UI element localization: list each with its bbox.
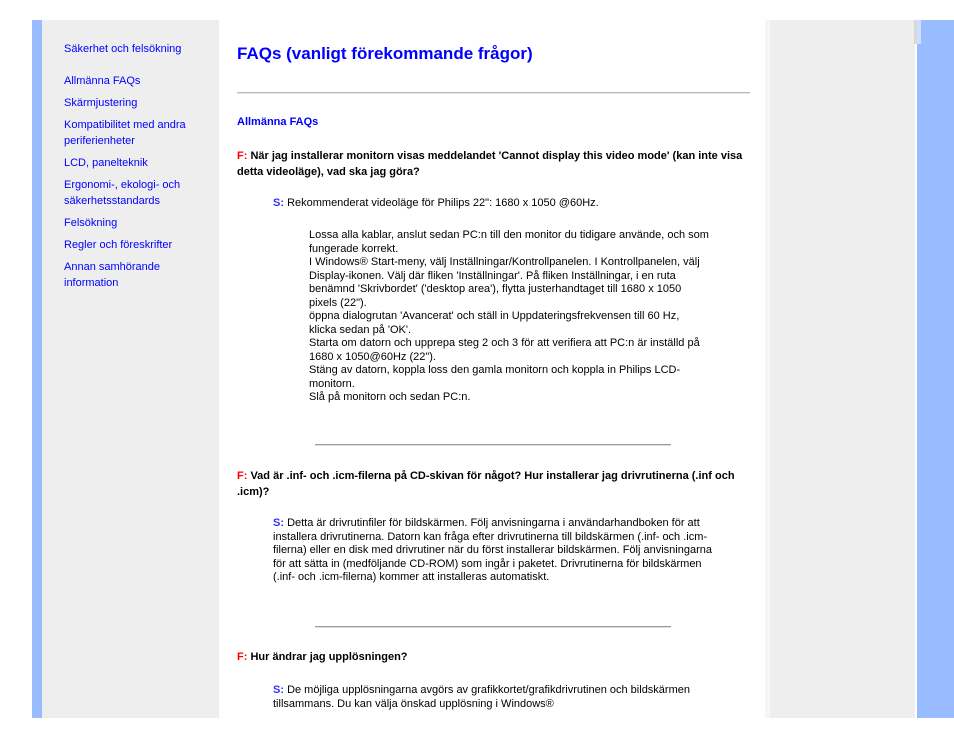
step-item: Starta om datorn och upprepa steg 2 och 3 för att verifiera att PC:n är inställd på 1680 x 1050@60Hz (22"). xyxy=(309,337,700,363)
sidebar-link-related-info[interactable]: Annan samhörande information xyxy=(64,261,161,289)
step-item: Slå på monitorn och sedan PC:n. xyxy=(309,391,471,403)
right-accent-bar xyxy=(917,20,954,718)
answer-text: Detta är drivrutinfiler för bildskärmen. Följ anvisningarna i användarhandboken för att installera drivrutinerna. Datorn kan fråga efter drivrutinerna till bildskärmen (.inf- och .icm-filerna) eller en disk med drivrutiner när du först installerar bildskärmen. Följ anvisningarna för att sätta in (medföljande CD-ROM) som ingår i paketet. Drivrutinerna för bildskärmen (.inf- och .icm-filerna) kommer att installeras automatiskt. xyxy=(273,517,712,583)
sidebar-link-compatibility[interactable]: Kompatibilitet med andra periferienheter xyxy=(64,119,186,147)
answer-label: S: xyxy=(273,517,284,529)
sidebar-item-general-faqs xyxy=(64,73,214,89)
sidebar-link-general-faqs[interactable]: Allmänna FAQs xyxy=(64,75,141,87)
answer-text: De möjliga upplösningarna avgörs av grafikkortet/grafikdrivrutinen och bildskärmen tillsammans. Du kan välja önskad upplösning i Windows® xyxy=(273,684,690,710)
answer-text: Rekommenderat videoläge för Philips 22": 1680 x 1050 @60Hz. xyxy=(287,197,599,209)
sidebar-link-regulations[interactable]: Regler och föreskrifter xyxy=(64,239,173,251)
sidebar-item-regulations xyxy=(64,237,214,253)
sidebar-item-compatibility xyxy=(64,117,214,149)
sidebar-link-security[interactable]: Säkerhet och felsökning xyxy=(64,43,182,55)
question-label: F: xyxy=(237,651,248,663)
step-item: Lossa alla kablar, anslut sedan PC:n till den monitor du tidigare använde, och som fungerade korrekt. xyxy=(309,229,709,255)
right-margin-panel xyxy=(765,20,915,718)
right-panel-edge xyxy=(765,20,770,718)
sidebar-link-screen-adjustment[interactable]: Skärmjustering xyxy=(64,97,138,109)
page-title: FAQs (vanligt förekommande frågor) xyxy=(237,44,533,63)
faq-answer-1 xyxy=(273,197,713,211)
faq-question-1 xyxy=(237,148,747,180)
faq-separator xyxy=(315,444,671,446)
left-accent-bar xyxy=(32,20,42,718)
question-text: Hur ändrar jag upplösningen? xyxy=(250,651,408,663)
sidebar-item-troubleshooting xyxy=(64,215,214,231)
sidebar-item-lcd-panel xyxy=(64,155,214,171)
sidebar-nav xyxy=(64,41,214,297)
sidebar-link-ergonomics[interactable]: Ergonomi-, ekologi- och säkerhetsstandards xyxy=(64,179,181,207)
faq-question-3 xyxy=(237,649,747,665)
sidebar-item-screen-adjustment xyxy=(64,95,214,111)
faq-steps-1 xyxy=(309,229,709,405)
section-title: Allmänna FAQs xyxy=(237,116,319,128)
faq-answer-3 xyxy=(273,684,713,711)
step-item: I Windows® Start-meny, välj Inställningar/Kontrollpanelen. I Kontrollpanelen, välj Display-ikonen. Välj där fliken 'Inställningar'. På fliken Inställningar, i en ruta benämnd 'Skrivbordet' ('desktop area'), flytta justerhandtaget till 1680 x 1050 pixels (22"). xyxy=(309,256,700,309)
sidebar-item-ergonomics xyxy=(64,177,214,209)
answer-label: S: xyxy=(273,684,284,696)
faq-answer-2 xyxy=(273,517,713,585)
faq-question-2 xyxy=(237,468,747,500)
sidebar-link-troubleshooting[interactable]: Felsökning xyxy=(64,217,118,229)
right-accent-cap xyxy=(917,20,921,44)
answer-label: S: xyxy=(273,197,284,209)
step-item: Stäng av datorn, koppla loss den gamla monitorn och koppla in Philips LCD-monitorn. xyxy=(309,364,681,390)
title-divider xyxy=(237,92,750,94)
sidebar-link-lcd-panel[interactable]: LCD, panelteknik xyxy=(64,157,148,169)
question-text: Vad är .inf- och .icm-filerna på CD-skivan för något? Hur installerar jag drivrutinerna (.inf och .icm)? xyxy=(237,470,735,498)
question-label: F: xyxy=(237,470,248,482)
question-label: F: xyxy=(237,150,248,162)
faq-separator xyxy=(315,626,671,628)
sidebar-item-related-info xyxy=(64,259,214,291)
question-text: När jag installerar monitorn visas meddelandet 'Cannot display this video mode' (kan inte visa detta videoläge), vad ska jag göra? xyxy=(237,150,743,178)
sidebar-item-security xyxy=(64,41,214,57)
step-item: öppna dialogrutan 'Avancerat' och ställ in Uppdateringsfrekvensen till 60 Hz, klicka sedan på 'OK'. xyxy=(309,310,680,336)
